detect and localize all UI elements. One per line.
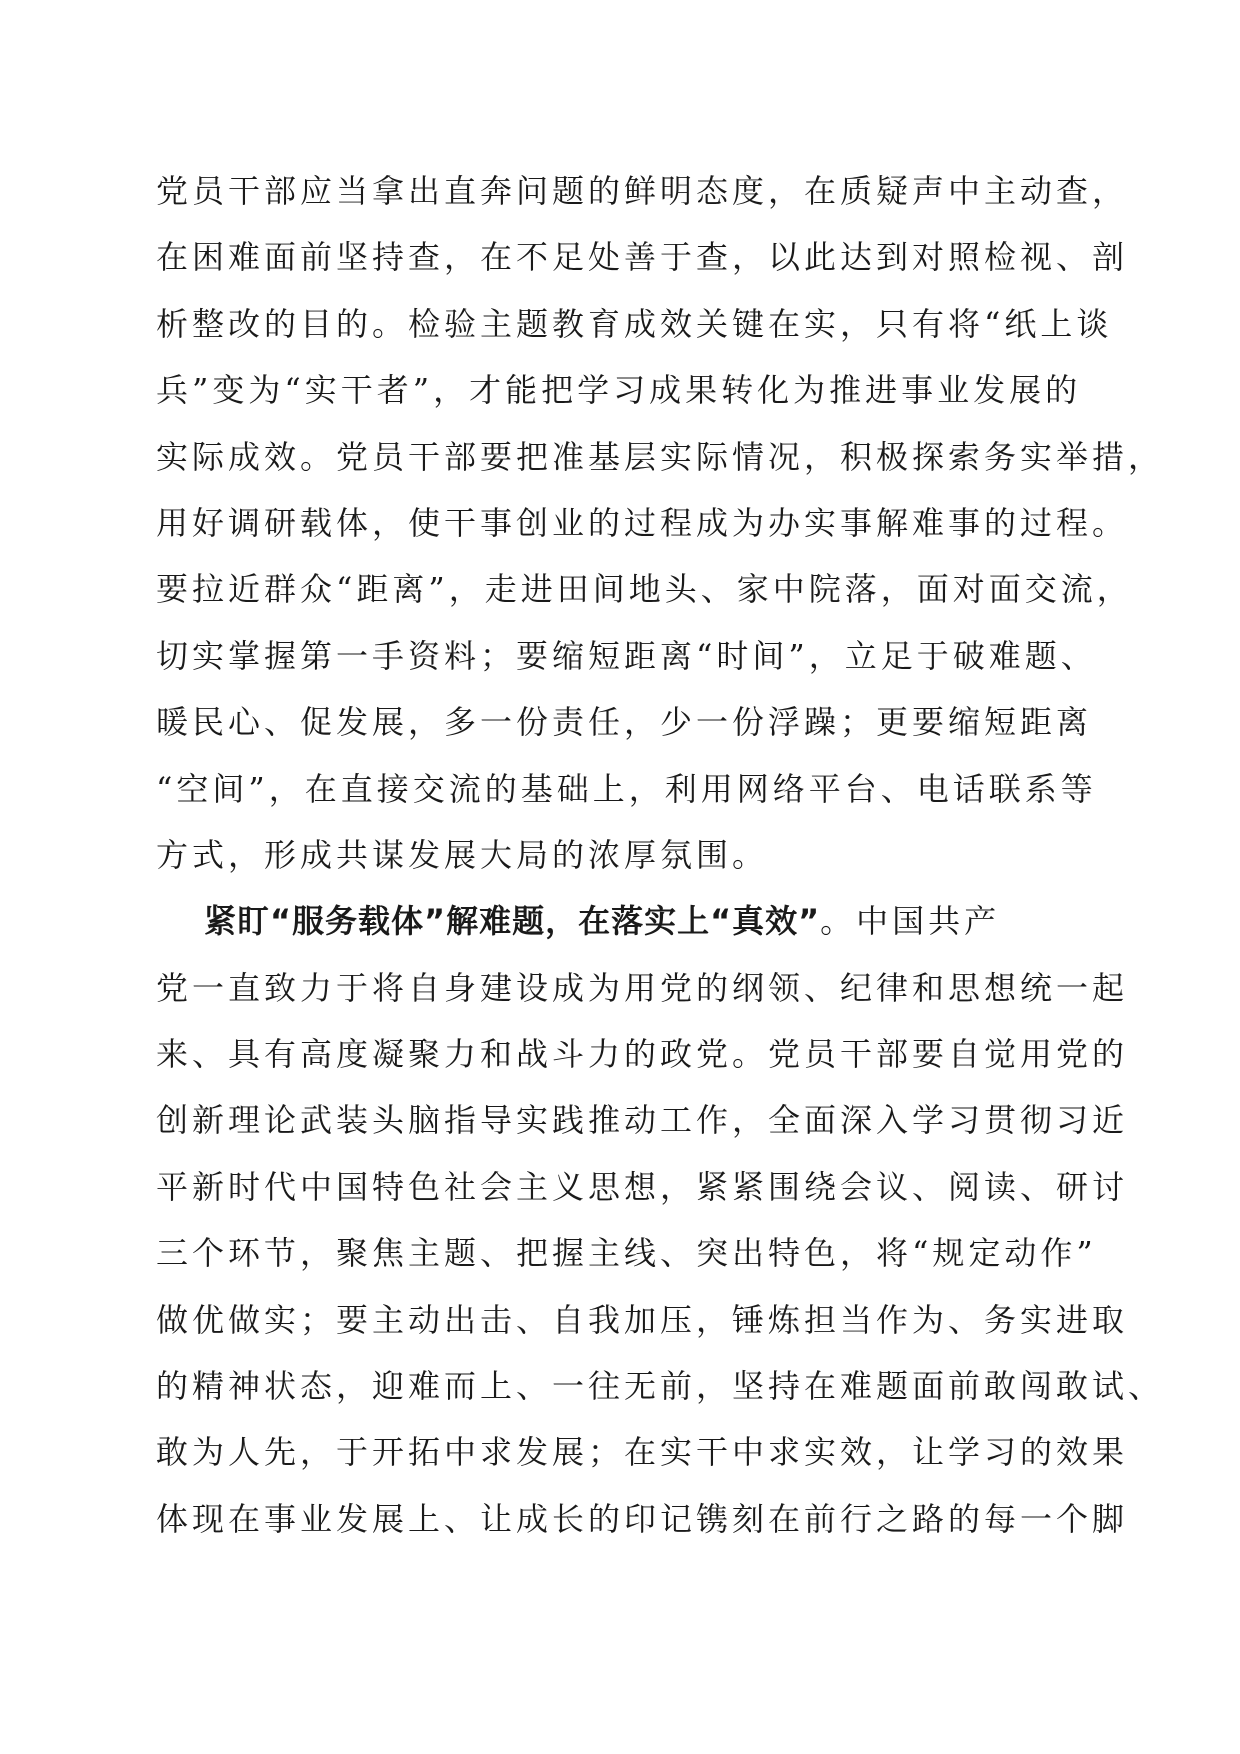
paragraph-1-line: 要拉近群众“距离”，走进田间地头、家中院落，面对面交流， [156, 570, 1133, 609]
paragraph-1-line: 用好调研载体，使干事创业的过程成为办实事解难事的过程。 [156, 503, 1129, 542]
paragraph-2-line: 的精神状态，迎难而上、一往无前，坚持在难题面前敢闯敢试、 [156, 1367, 1165, 1406]
paragraph-1-line: 切实掌握第一手资料；要缩短距离“时间”，立足于破难题、 [156, 636, 1097, 675]
paragraph-2-line: 做优做实；要主动出击、自我加压，锤炼担当作为、务实进取 [156, 1300, 1129, 1339]
paragraph-1-line: 实际成效。党员干部要把准基层实际情况，积极探索务实举措， [156, 437, 1165, 476]
paragraph-2-line: 平新时代中国特色社会主义思想，紧紧围绕会议、阅读、研讨 [156, 1167, 1129, 1206]
paragraph-2-line: 创新理论武装头脑指导实践推动工作，全面深入学习贯彻习近 [156, 1101, 1129, 1140]
paragraph-1-line: 在困难面前坚持查，在不足处善于查，以此达到对照检视、剖 [156, 238, 1129, 277]
paragraph-1-line: 析整改的目的。检验主题教育成效关键在实，只有将“纸上谈 [156, 304, 1113, 343]
paragraph-1-line: 兵”变为“实干者”，才能把学习成果转化为推进事业发展的 [156, 371, 1082, 410]
paragraph-1-line: “空间”，在直接交流的基础上，利用网络平台、电话联系等 [156, 769, 1097, 808]
paragraph-2-line: 敢为人先，于开拓中求发展；在实干中求实效，让学习的效果 [156, 1433, 1129, 1472]
paragraph-1-line: 党员干部应当拿出直奔问题的鲜明态度，在质疑声中主动查， [156, 172, 1129, 210]
paragraph-2-line: 来、具有高度凝聚力和战斗力的政党。党员干部要自觉用党的 [156, 1035, 1129, 1074]
paragraph-2-line: 党一直致力于将自身建设成为用党的纲领、纪律和思想统一起 [156, 968, 1129, 1007]
paragraph-2-first-line [156, 888, 1096, 954]
paragraph-1-line: 方式，形成共谋发展大局的浓厚氛围。 [156, 835, 769, 874]
paragraph-2-first-line-rest: 。中国共产 [820, 902, 1001, 941]
paragraph-2-line: 三个环节，聚焦主题、把握主线、突出特色，将“规定动作” [156, 1234, 1097, 1273]
paragraph-1-line: 暖民心、促发展，多一份责任，少一份浮躁；更要缩短距离 [156, 703, 1093, 742]
paragraph-2-line: 体现在事业发展上、让成长的印记镌刻在前行之路的每一个脚 [156, 1499, 1129, 1538]
paragraph-2-lead-heading: 紧盯“服务载体”解难题，在落实上“真效” [204, 902, 821, 941]
document-body [156, 158, 1165, 1552]
